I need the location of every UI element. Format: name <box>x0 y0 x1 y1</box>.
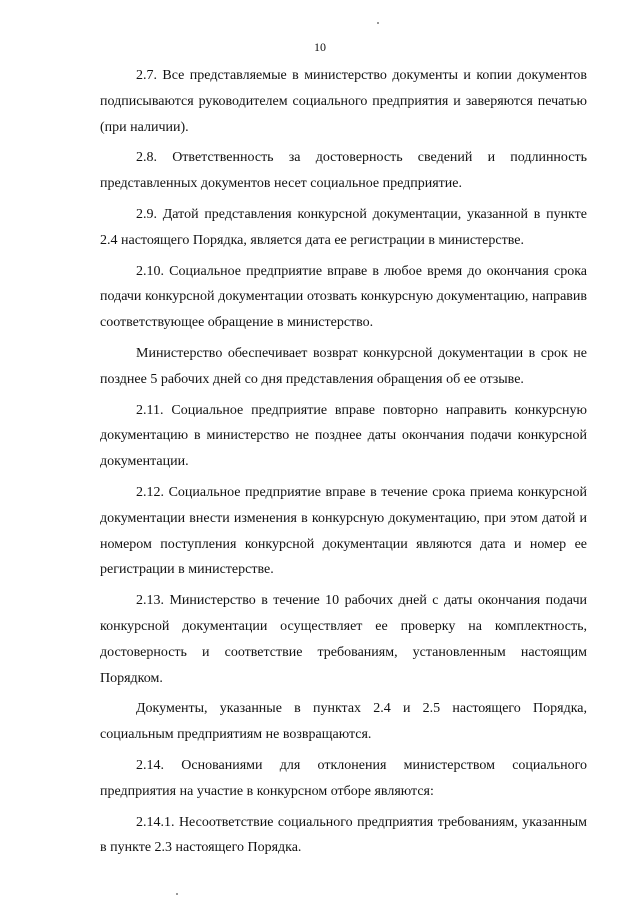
paragraph-2-11: 2.11. Социальное предприятие вправе повторно направить конкурсную документацию в министерство не позднее даты окончания подачи конкурсной документации. <box>100 402 587 470</box>
paragraph-documents-not-returned: Документы, указанные в пунктах 2.4 и 2.5 настоящего Порядка, социальным предприятиям не возвращаются. <box>100 701 587 743</box>
scan-speck <box>377 22 379 24</box>
paragraph-2-10: 2.10. Социальное предприятие вправе в любое время до окончания срока подачи конкурсной документации отозвать конкурсную документацию, направив соответствующее обращение в министерство. <box>100 263 587 331</box>
page-number: 10 <box>314 40 326 54</box>
document-body <box>100 63 587 866</box>
paragraph-2-9: 2.9. Датой представления конкурсной документации, указанной в пункте 2.4 настоящего Порядка, является дата ее регистрации в министерстве. <box>100 206 587 248</box>
paragraph-2-14: 2.14. Основаниями для отклонения министерством социального предприятия на участие в конкурсном отборе являются: <box>100 757 587 799</box>
paragraph-return-of-documents: Министерство обеспечивает возврат конкурсной документации в срок не позднее 5 рабочих дней со дня представления обращения об ее отзыве. <box>100 345 587 387</box>
paragraph-2-7: 2.7. Все представляемые в министерство документы и копии документов подписываются руководителем социального предприятия и заверяются печатью (при наличии). <box>100 68 587 135</box>
paragraph-2-12: 2.12. Социальное предприятие вправе в течение срока приема конкурсной документации внести изменения в конкурсную документацию, при этом датой и номером поступления конкурсной документации являются дата и номер ее регистрации в министерстве. <box>100 484 587 578</box>
paragraph-2-13: 2.13. Министерство в течение 10 рабочих дней с даты окончания подачи конкурсной документации осуществляет ее проверку на комплектность, достоверность и соответствие требованиям, установленным настоящим Порядком. <box>100 593 587 686</box>
paragraph-2-14-1: 2.14.1. Несоответствие социального предприятия требованиям, указанным в пункте 2.3 настоящего Порядка. <box>100 814 587 856</box>
scan-speck <box>176 893 178 895</box>
paragraph-2-8: 2.8. Ответственность за достоверность сведений и подлинность представленных документов несет социальное предприятие. <box>100 150 587 192</box>
